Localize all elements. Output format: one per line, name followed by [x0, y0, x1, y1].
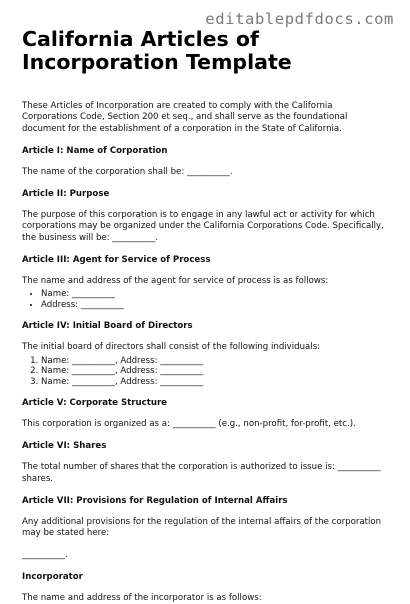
- article-1-heading: Article I: Name of Corporation: [22, 145, 168, 156]
- director-item: 2. Name: __________, Address: __________: [41, 366, 390, 377]
- director-item: 1. Name: __________, Address: __________: [41, 356, 390, 367]
- article-6-heading: Article VI: Shares: [22, 441, 107, 452]
- document-body: [22, 28, 390, 604]
- agent-name-item: • Name: __________: [41, 289, 390, 300]
- incorporator-text: The name and address of the incorporator is as follows:: [22, 592, 262, 603]
- director-item: 3. Name: __________, Address: __________: [41, 377, 390, 388]
- article-3-text: The name and address of the agent for service of process is as follows:: [22, 276, 329, 287]
- article-6-text: The total number of shares that the corporation is authorized to issue is: __________ shares.: [22, 462, 381, 484]
- intro-paragraph: These Articles of Incorporation are created to comply with the California Corporations Code, Section 200 et seq., and shall serve as the foundational document for the establishment of a corporation in the State of California.: [22, 101, 348, 134]
- agent-address-item: • Address: __________: [41, 300, 390, 311]
- site-watermark: editablepdfdocs.com: [205, 10, 394, 28]
- document-title: California Articles of Incorporation Template: [22, 27, 292, 74]
- article-2-text: The purpose of this corporation is to engage in any lawful act or activity for which corporations may be organized under the California Corporations Code. Specifically, the business will be: __________.: [22, 210, 384, 243]
- article-7-blank: __________.: [22, 549, 68, 560]
- article-5-text: This corporation is organized as a: __________ (e.g., non-profit, for-profit, etc.).: [22, 419, 356, 430]
- article-1-text: The name of the corporation shall be: __________.: [22, 166, 233, 177]
- article-4-heading: Article IV: Initial Board of Directors: [22, 321, 193, 332]
- article-3-heading: Article III: Agent for Service of Process: [22, 255, 211, 266]
- article-7-heading: Article VII: Provisions for Regulation of Internal Affairs: [22, 496, 288, 507]
- incorporator-heading: Incorporator: [22, 571, 83, 582]
- article-5-heading: Article V: Corporate Structure: [22, 398, 168, 409]
- article-2-heading: Article II: Purpose: [22, 189, 110, 200]
- article-4-text: The initial board of directors shall consist of the following individuals:: [22, 342, 321, 353]
- directors-list: [22, 356, 390, 388]
- agent-list: [22, 289, 390, 310]
- article-7-text: Any additional provisions for the regulation of the internal affairs of the corporation may be stated here:: [22, 517, 382, 539]
